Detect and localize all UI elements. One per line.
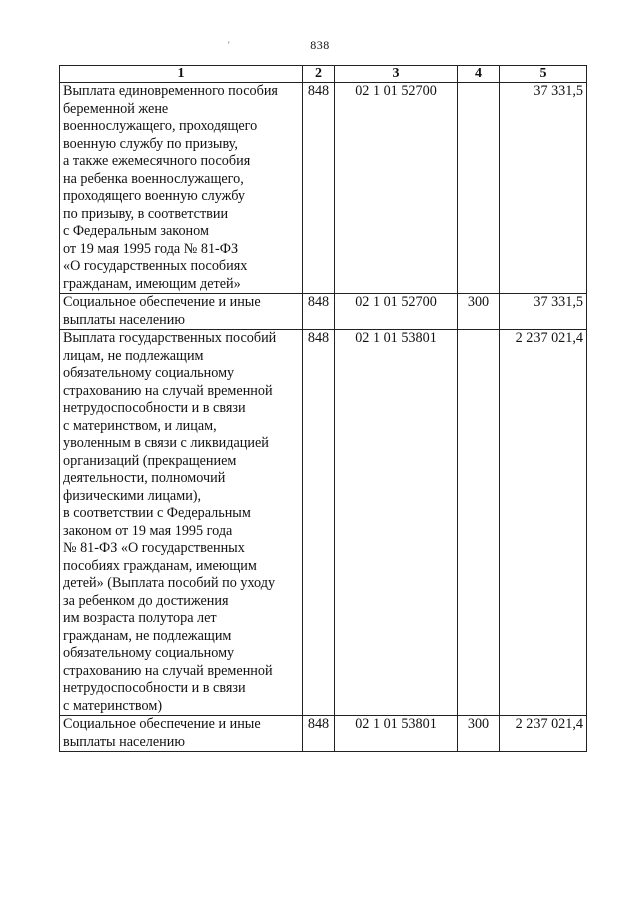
item-name-line: им возраста полутора лет	[63, 610, 217, 626]
item-name-line: с Федеральным законом	[63, 223, 209, 239]
column-header: 2	[303, 66, 335, 83]
item-name-line: военную службу по призыву,	[63, 135, 238, 152]
item-name-cell	[60, 330, 303, 716]
column-header: 4	[458, 66, 500, 83]
item-name-line: на ребенка военнослужащего,	[63, 170, 244, 187]
item-name-cell	[60, 716, 303, 752]
item-name-line: выплаты населению	[63, 311, 185, 328]
column-header: 5	[500, 66, 587, 83]
item-name-line: законом от 19 мая 1995 года	[63, 522, 233, 539]
item-name-line: гражданам, имеющим детей»	[63, 275, 241, 292]
item-name-line: за ребенком до достижения	[63, 592, 229, 609]
item-name-cell	[60, 294, 303, 330]
target-article-cell: 02 1 01 53801	[335, 330, 458, 716]
table-header-row	[60, 66, 587, 83]
table-row	[60, 330, 587, 716]
admin-code-cell: 848	[303, 716, 335, 752]
expense-type-cell	[458, 330, 500, 716]
item-name-line: обязательному социальному	[63, 645, 235, 661]
item-name-line: с материнством, и лицам,	[63, 417, 217, 434]
item-name-line: в соответствии с Федеральным	[63, 505, 251, 521]
table-row	[60, 716, 587, 752]
admin-code-cell: 848	[303, 330, 335, 716]
item-name-line: беременной жене	[63, 100, 169, 117]
item-name-line: выплаты населению	[63, 733, 185, 750]
admin-code-cell: 848	[303, 294, 335, 330]
column-header: 1	[60, 66, 303, 83]
item-name-line: Выплата государственных пособий	[63, 330, 277, 346]
item-name-cell	[60, 83, 303, 294]
item-name-line: организаций (прекращением	[63, 452, 237, 469]
expense-type-cell: 300	[458, 716, 500, 752]
table-row	[60, 294, 587, 330]
item-name-line: по призыву, в соответствии	[63, 205, 229, 222]
item-name-line: пособиях гражданам, имеющим	[63, 557, 257, 574]
item-name-line: детей» (Выплата пособий по уходу	[63, 575, 276, 591]
item-name-line: Выплата единовременного пособия	[63, 83, 278, 99]
item-name-line: гражданам, не подлежащим	[63, 627, 232, 644]
expense-type-cell	[458, 83, 500, 294]
item-name-line: Социальное обеспечение и иные	[63, 716, 261, 732]
amount-cell: 2 237 021,4	[500, 716, 587, 752]
item-name-line: от 19 мая 1995 года № 81-ФЗ	[63, 240, 239, 257]
budget-table	[59, 65, 587, 752]
item-name-line: уволенным в связи с ликвидацией	[63, 435, 269, 451]
item-name-line: нетрудоспособности и в связи	[63, 680, 246, 696]
target-article-cell: 02 1 01 52700	[335, 294, 458, 330]
table-row	[60, 83, 587, 294]
item-name-line: Социальное обеспечение и иные	[63, 294, 261, 310]
table-body	[60, 83, 587, 752]
page-number: 838	[310, 38, 330, 52]
item-name-line: нетрудоспособности и в связи	[63, 400, 246, 416]
item-name-line: проходящего военную службу	[63, 188, 245, 204]
item-name-line: «О государственных пособиях	[63, 258, 248, 274]
item-name-line: лицам, не подлежащим	[63, 347, 204, 364]
amount-cell: 37 331,5	[500, 294, 587, 330]
admin-code-cell: 848	[303, 83, 335, 294]
amount-cell: 37 331,5	[500, 83, 587, 294]
item-name-line: с материнством)	[63, 697, 163, 714]
scan-mark: '	[228, 40, 230, 50]
item-name-line: страхованию на случай временной	[63, 382, 273, 399]
item-name-line: страхованию на случай временной	[63, 662, 273, 679]
expense-type-cell: 300	[458, 294, 500, 330]
item-name-line: № 81-ФЗ «О государственных	[63, 540, 245, 556]
item-name-line: деятельности, полномочий	[63, 470, 226, 486]
target-article-cell: 02 1 01 53801	[335, 716, 458, 752]
column-header: 3	[335, 66, 458, 83]
item-name-line: военнослужащего, проходящего	[63, 118, 258, 134]
amount-cell: 2 237 021,4	[500, 330, 587, 716]
target-article-cell: 02 1 01 52700	[335, 83, 458, 294]
item-name-line: а также ежемесячного пособия	[63, 153, 251, 169]
item-name-line: обязательному социальному	[63, 365, 235, 381]
item-name-line: физическими лицами),	[63, 487, 202, 504]
